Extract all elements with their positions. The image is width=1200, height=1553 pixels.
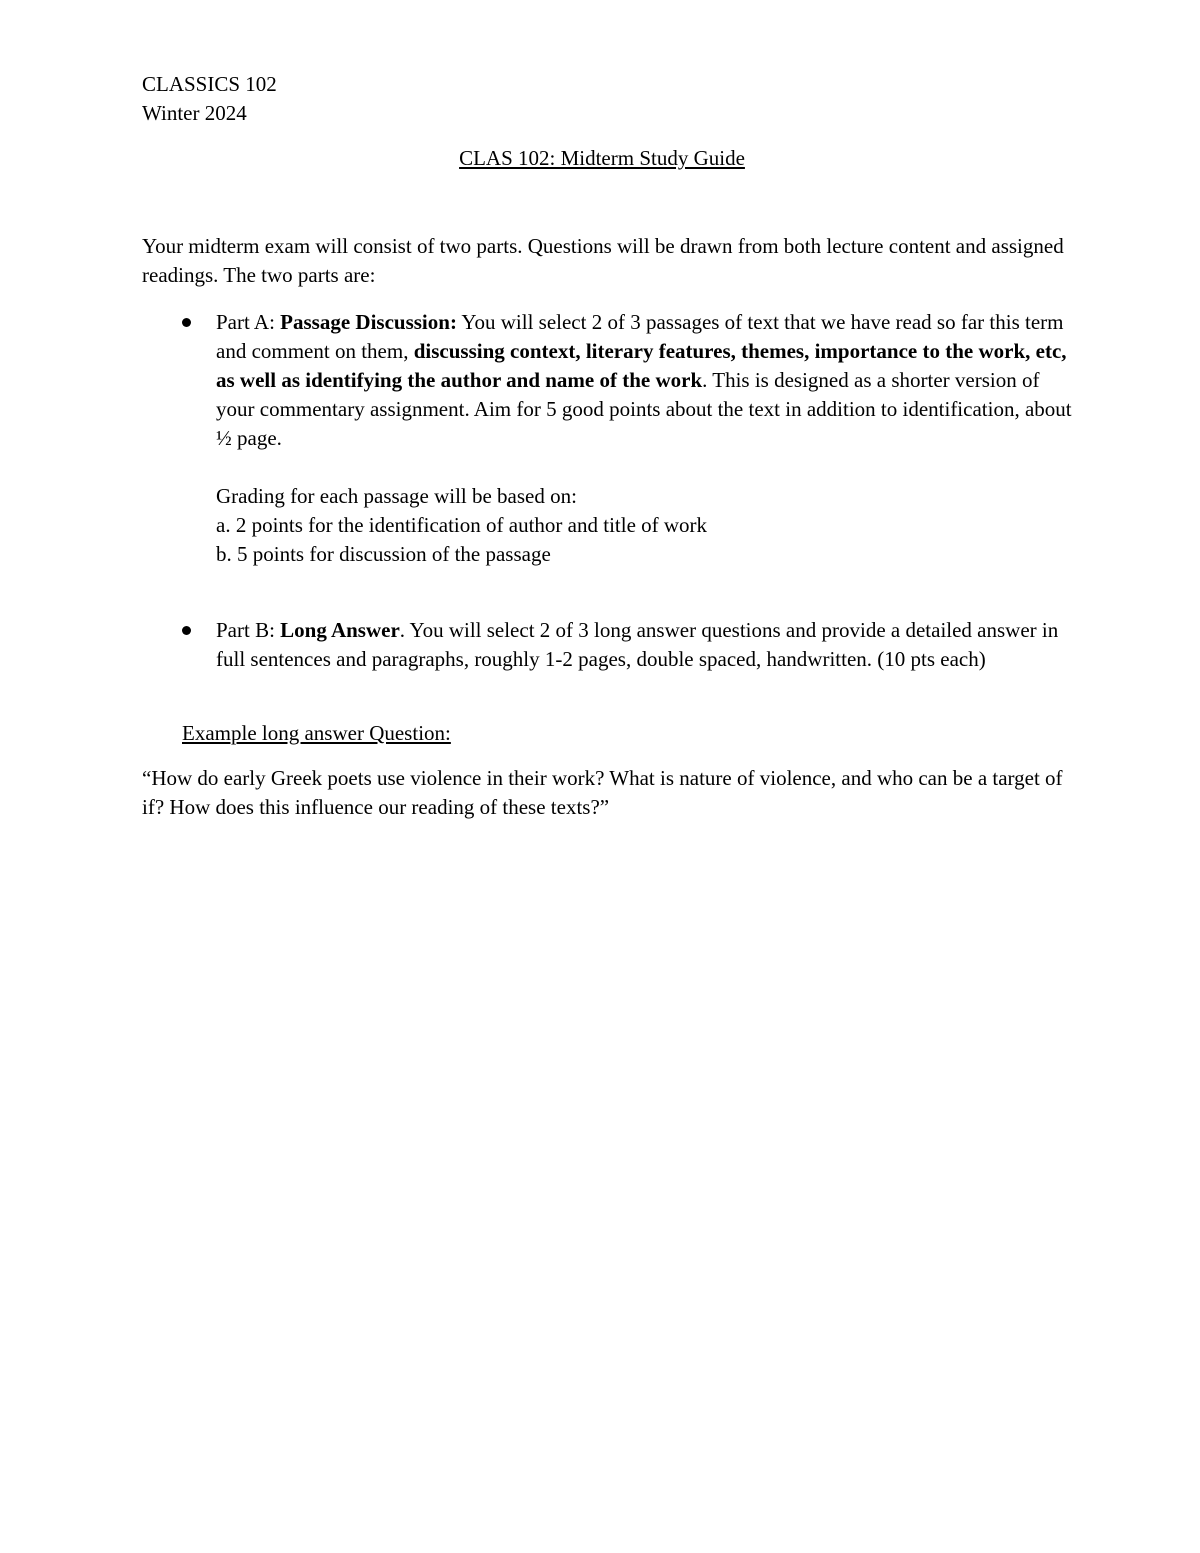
part-a-text-2: . This is designed as a shorter version of your commentary assignment. Aim for 5 good points about the text in addition to identification, about ½ page. xyxy=(216,368,1072,450)
example-heading: Example long answer Question: xyxy=(182,721,451,745)
intro-paragraph: Your midterm exam will consist of two parts. Questions will be drawn from both lecture content and assigned readings. The two parts are: xyxy=(142,234,1064,287)
document-title: CLAS 102: Midterm Study Guide xyxy=(459,146,745,170)
part-a-text-1: You will select 2 of 3 passages of text that we have read so far this term and comment on them, xyxy=(216,310,1064,363)
part-a-grading xyxy=(216,482,1072,569)
bullet-icon xyxy=(182,318,191,327)
document-page xyxy=(142,70,1072,822)
part-a-prefix: Part A: xyxy=(216,310,281,334)
course-name: CLASSICS 102 xyxy=(142,72,277,96)
list-item-part-a xyxy=(142,308,1072,569)
grading-intro: Grading for each passage will be based on: xyxy=(216,484,577,508)
exam-parts-list xyxy=(142,308,1072,674)
part-a-name: Passage Discussion: xyxy=(280,310,457,334)
grading-item-b: b. 5 points for discussion of the passage xyxy=(216,542,551,566)
grading-item-a: a. 2 points for the identification of author and title of work xyxy=(216,513,708,537)
part-b-text: . You will select 2 of 3 long answer questions and provide a detailed answer in full sentences and paragraphs, roughly 1-2 pages, double spaced, handwritten. (10 pts each) xyxy=(216,618,1059,671)
part-b-name: Long Answer xyxy=(280,618,400,642)
list-item-part-b xyxy=(142,616,1072,674)
example-question: “How do early Greek poets use violence in their work? What is nature of violence, and who can be a target of if? How does this influence our reading of these texts?” xyxy=(142,766,1063,819)
part-b-description xyxy=(216,616,1072,674)
part-a-description xyxy=(216,308,1072,453)
bullet-icon xyxy=(182,626,191,635)
course-term: Winter 2024 xyxy=(142,101,247,125)
part-b-prefix: Part B: xyxy=(216,618,281,642)
part-a-bold-text: discussing context, literary features, themes, importance to the work, etc, as well as identifying the author and name of the work xyxy=(216,339,1067,392)
